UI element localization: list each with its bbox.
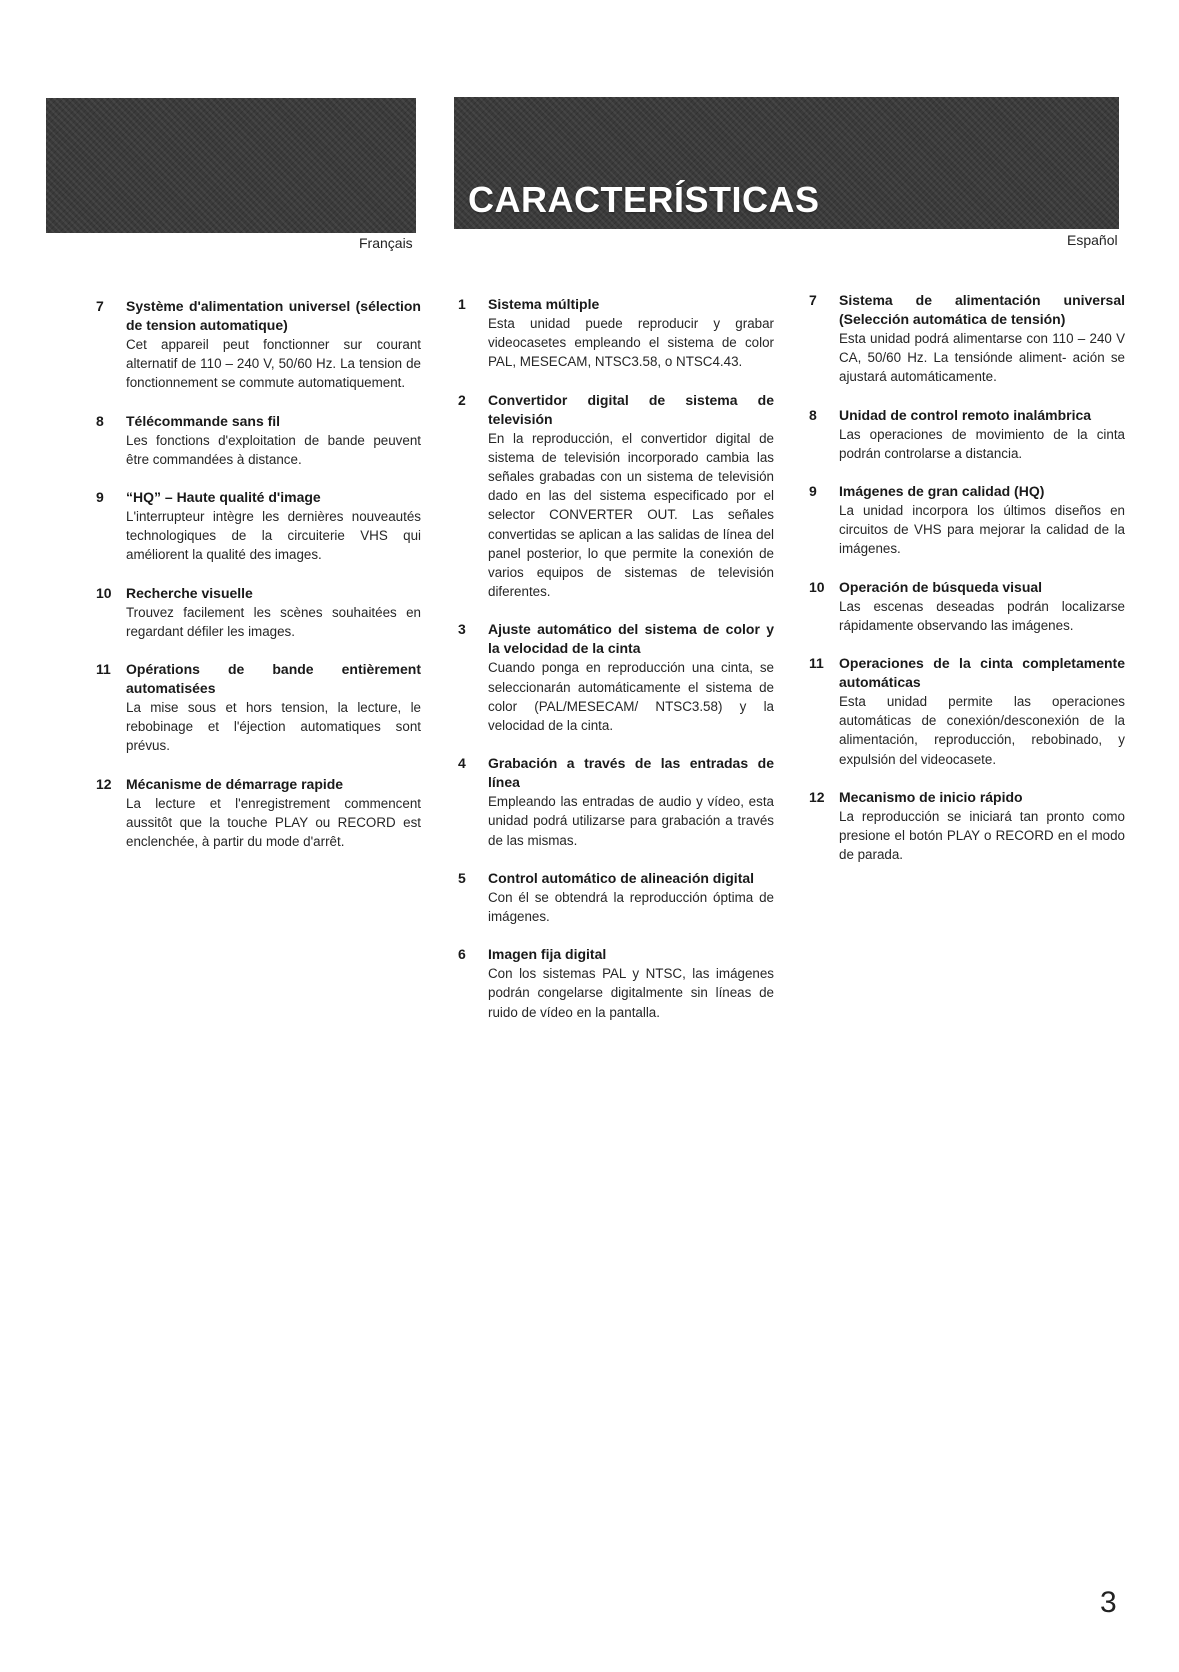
feature-item	[96, 775, 421, 852]
feature-description: Esta unidad puede reproducir y grabar videocasetes empleando el sistema de color PAL, MESECAM, NTSC3.58, o NTSC4.43.	[488, 316, 774, 370]
feature-heading	[96, 488, 421, 507]
feature-description: Con los sistemas PAL y NTSC, las imágenes podrán congelarse digitalmente sin líneas de ruido de vídeo en la pantalla.	[488, 966, 774, 1020]
feature-heading	[458, 295, 774, 314]
feature-description: Las operaciones de movimiento de la cinta podrán controlarse a distancia.	[839, 426, 1125, 461]
feature-number: 11	[809, 655, 824, 672]
header-band-left	[46, 98, 416, 233]
feature-title: Système d'alimentation universel (sélection de tension automatique)	[126, 298, 421, 333]
feature-number: 11	[96, 661, 111, 678]
feature-title: Imágenes de gran calidad (HQ)	[839, 483, 1045, 500]
feature-item	[458, 295, 774, 372]
feature-title: Operación de búsqueda visual	[839, 578, 1043, 595]
feature-title: Sistema múltiple	[488, 296, 600, 312]
feature-title: Control automático de alineación digital	[488, 869, 755, 886]
feature-title: Operaciones de la cinta completamente automáticas	[839, 655, 1125, 691]
feature-heading	[809, 788, 1125, 807]
feature-title: Ajuste automático del sistema de color y la velocidad de la cinta	[488, 621, 774, 657]
feature-number: 8	[96, 412, 104, 429]
feature-number: 1	[458, 296, 466, 312]
feature-number: 12	[96, 775, 112, 792]
feature-heading	[458, 869, 774, 888]
feature-heading	[809, 654, 1125, 692]
feature-description: En la reproducción, el convertidor digital de sistema de televisión incorporado cambia las señales grabadas con un sistema de televisión dado en las del sistema especificado por el selector CONVERTER OUT. Las señales convertidas se aplican a las salidas de línea del panel posterior, lo que permite la conexión de varios equipos de sistemas de televisión diferentes.	[488, 430, 774, 600]
feature-title: Télécommande sans fil	[126, 412, 281, 429]
feature-heading	[809, 482, 1125, 501]
feature-number: 8	[809, 406, 817, 423]
feature-item	[96, 488, 421, 565]
feature-item	[458, 754, 774, 850]
feature-number: 9	[809, 483, 817, 500]
feature-description: La reproducción se iniciará tan pronto como presione el botón PLAY o RECORD en el modo de parada.	[839, 808, 1125, 863]
language-label-spanish: Español	[1067, 232, 1118, 248]
feature-heading	[96, 775, 421, 794]
feature-description: La lecture et l'enregistrement commencent aussitôt que la touche PLAY ou RECORD est enclenchée, à partir du mode d'arrêt.	[126, 795, 421, 850]
feature-description: Cuando ponga en reproducción una cinta, se seleccionarán automáticamente el sistema de color (PAL/MESECAM/ NTSC3.58) y la velocidad de la cinta.	[488, 660, 774, 734]
feature-item	[458, 391, 774, 602]
feature-item	[96, 584, 421, 641]
feature-title: “HQ” – Haute qualité d'image	[126, 489, 321, 506]
feature-title: Unidad de control remoto inalámbrica	[839, 406, 1092, 423]
feature-number: 10	[809, 578, 825, 595]
feature-item	[809, 482, 1125, 559]
feature-description: Cet appareil peut fonctionner sur courant alternatif de 110 – 240 V, 50/60 Hz. La tension de fonctionnement se commute automatiquement.	[126, 337, 421, 391]
feature-description: Trouvez facilement les scènes souhaitées en regardant défiler les images.	[126, 604, 421, 639]
feature-heading	[809, 578, 1125, 597]
feature-number: 5	[458, 869, 466, 886]
feature-description: L'interrupteur intègre les dernières nouveautés technologiques de la circuiterie VHS qui améliorent la qualité des images.	[126, 509, 421, 563]
feature-title: Imagen fija digital	[488, 946, 607, 963]
feature-number: 12	[809, 788, 825, 805]
feature-number: 4	[458, 755, 466, 772]
feature-item	[458, 869, 774, 926]
column-francais	[96, 297, 421, 870]
column-espanol-right	[809, 291, 1125, 883]
feature-item	[96, 660, 421, 756]
feature-item	[96, 297, 421, 393]
feature-description: Empleando las entradas de audio y vídeo, esta unidad podrá utilizarse para grabación a través de las mismas.	[488, 794, 774, 848]
feature-item	[809, 406, 1125, 463]
feature-heading	[458, 620, 774, 658]
feature-description: Esta unidad permite las operaciones automáticas de conexión/desconexión de la alimentación, reproducción, rebobinado, y expulsión del videocasete.	[839, 694, 1125, 767]
feature-number: 10	[96, 584, 112, 601]
feature-item	[809, 578, 1125, 635]
feature-heading	[96, 660, 421, 698]
feature-item	[96, 412, 421, 469]
feature-title: Sistema de alimentación universal (Selección automática de tensión)	[839, 292, 1125, 327]
feature-number: 2	[458, 391, 466, 408]
feature-number: 6	[458, 946, 466, 963]
feature-description: Las escenas deseadas podrán localizarse rápidamente observando las imágenes.	[839, 598, 1125, 633]
feature-title: Recherche visuelle	[126, 584, 253, 601]
header-band-right	[454, 97, 1119, 229]
feature-heading	[458, 754, 774, 792]
feature-description: La unidad incorpora los últimos diseños en circuitos de VHS para mejorar la calidad de la imágenes.	[839, 503, 1125, 557]
feature-item	[458, 945, 774, 1022]
feature-heading	[809, 406, 1125, 425]
feature-number: 7	[809, 292, 817, 308]
feature-title: Mécanisme de démarrage rapide	[126, 775, 344, 792]
feature-description: Les fonctions d'exploitation de bande peuvent être commandées à distance.	[126, 432, 421, 467]
feature-number: 9	[96, 489, 104, 506]
feature-description: La mise sous et hors tension, la lecture, le rebobinage et l'éjection automatiques sont prévus.	[126, 700, 421, 754]
feature-title: Opérations de bande entièrement automatisées	[126, 661, 421, 697]
feature-item	[809, 291, 1125, 387]
page-number: 3	[1100, 1586, 1117, 1619]
feature-description: Esta unidad podrá alimentarse con 110 – 240 V CA, 50/60 Hz. La tensiónde aliment- ación se ajustará automáticamente.	[839, 331, 1125, 385]
feature-description: Con él se obtendrá la reproducción óptima de imágenes.	[488, 889, 774, 925]
feature-title: Grabación a través de las entradas de línea	[488, 755, 774, 791]
feature-item	[458, 620, 774, 735]
feature-heading	[96, 584, 421, 603]
feature-number: 3	[458, 621, 466, 638]
feature-heading	[458, 391, 774, 429]
feature-heading	[809, 291, 1125, 329]
column-espanol-left	[458, 295, 774, 1041]
feature-heading	[96, 412, 421, 431]
feature-item	[809, 654, 1125, 769]
feature-heading	[458, 945, 774, 964]
feature-title: Mecanismo de inicio rápido	[839, 788, 1023, 805]
language-label-french: Français	[359, 235, 413, 251]
feature-title: Convertidor digital de sistema de televisión	[488, 391, 774, 427]
feature-heading	[96, 297, 421, 335]
feature-number: 7	[96, 298, 104, 314]
feature-item	[809, 788, 1125, 865]
page-title: CARACTERÍSTICAS	[468, 179, 820, 220]
